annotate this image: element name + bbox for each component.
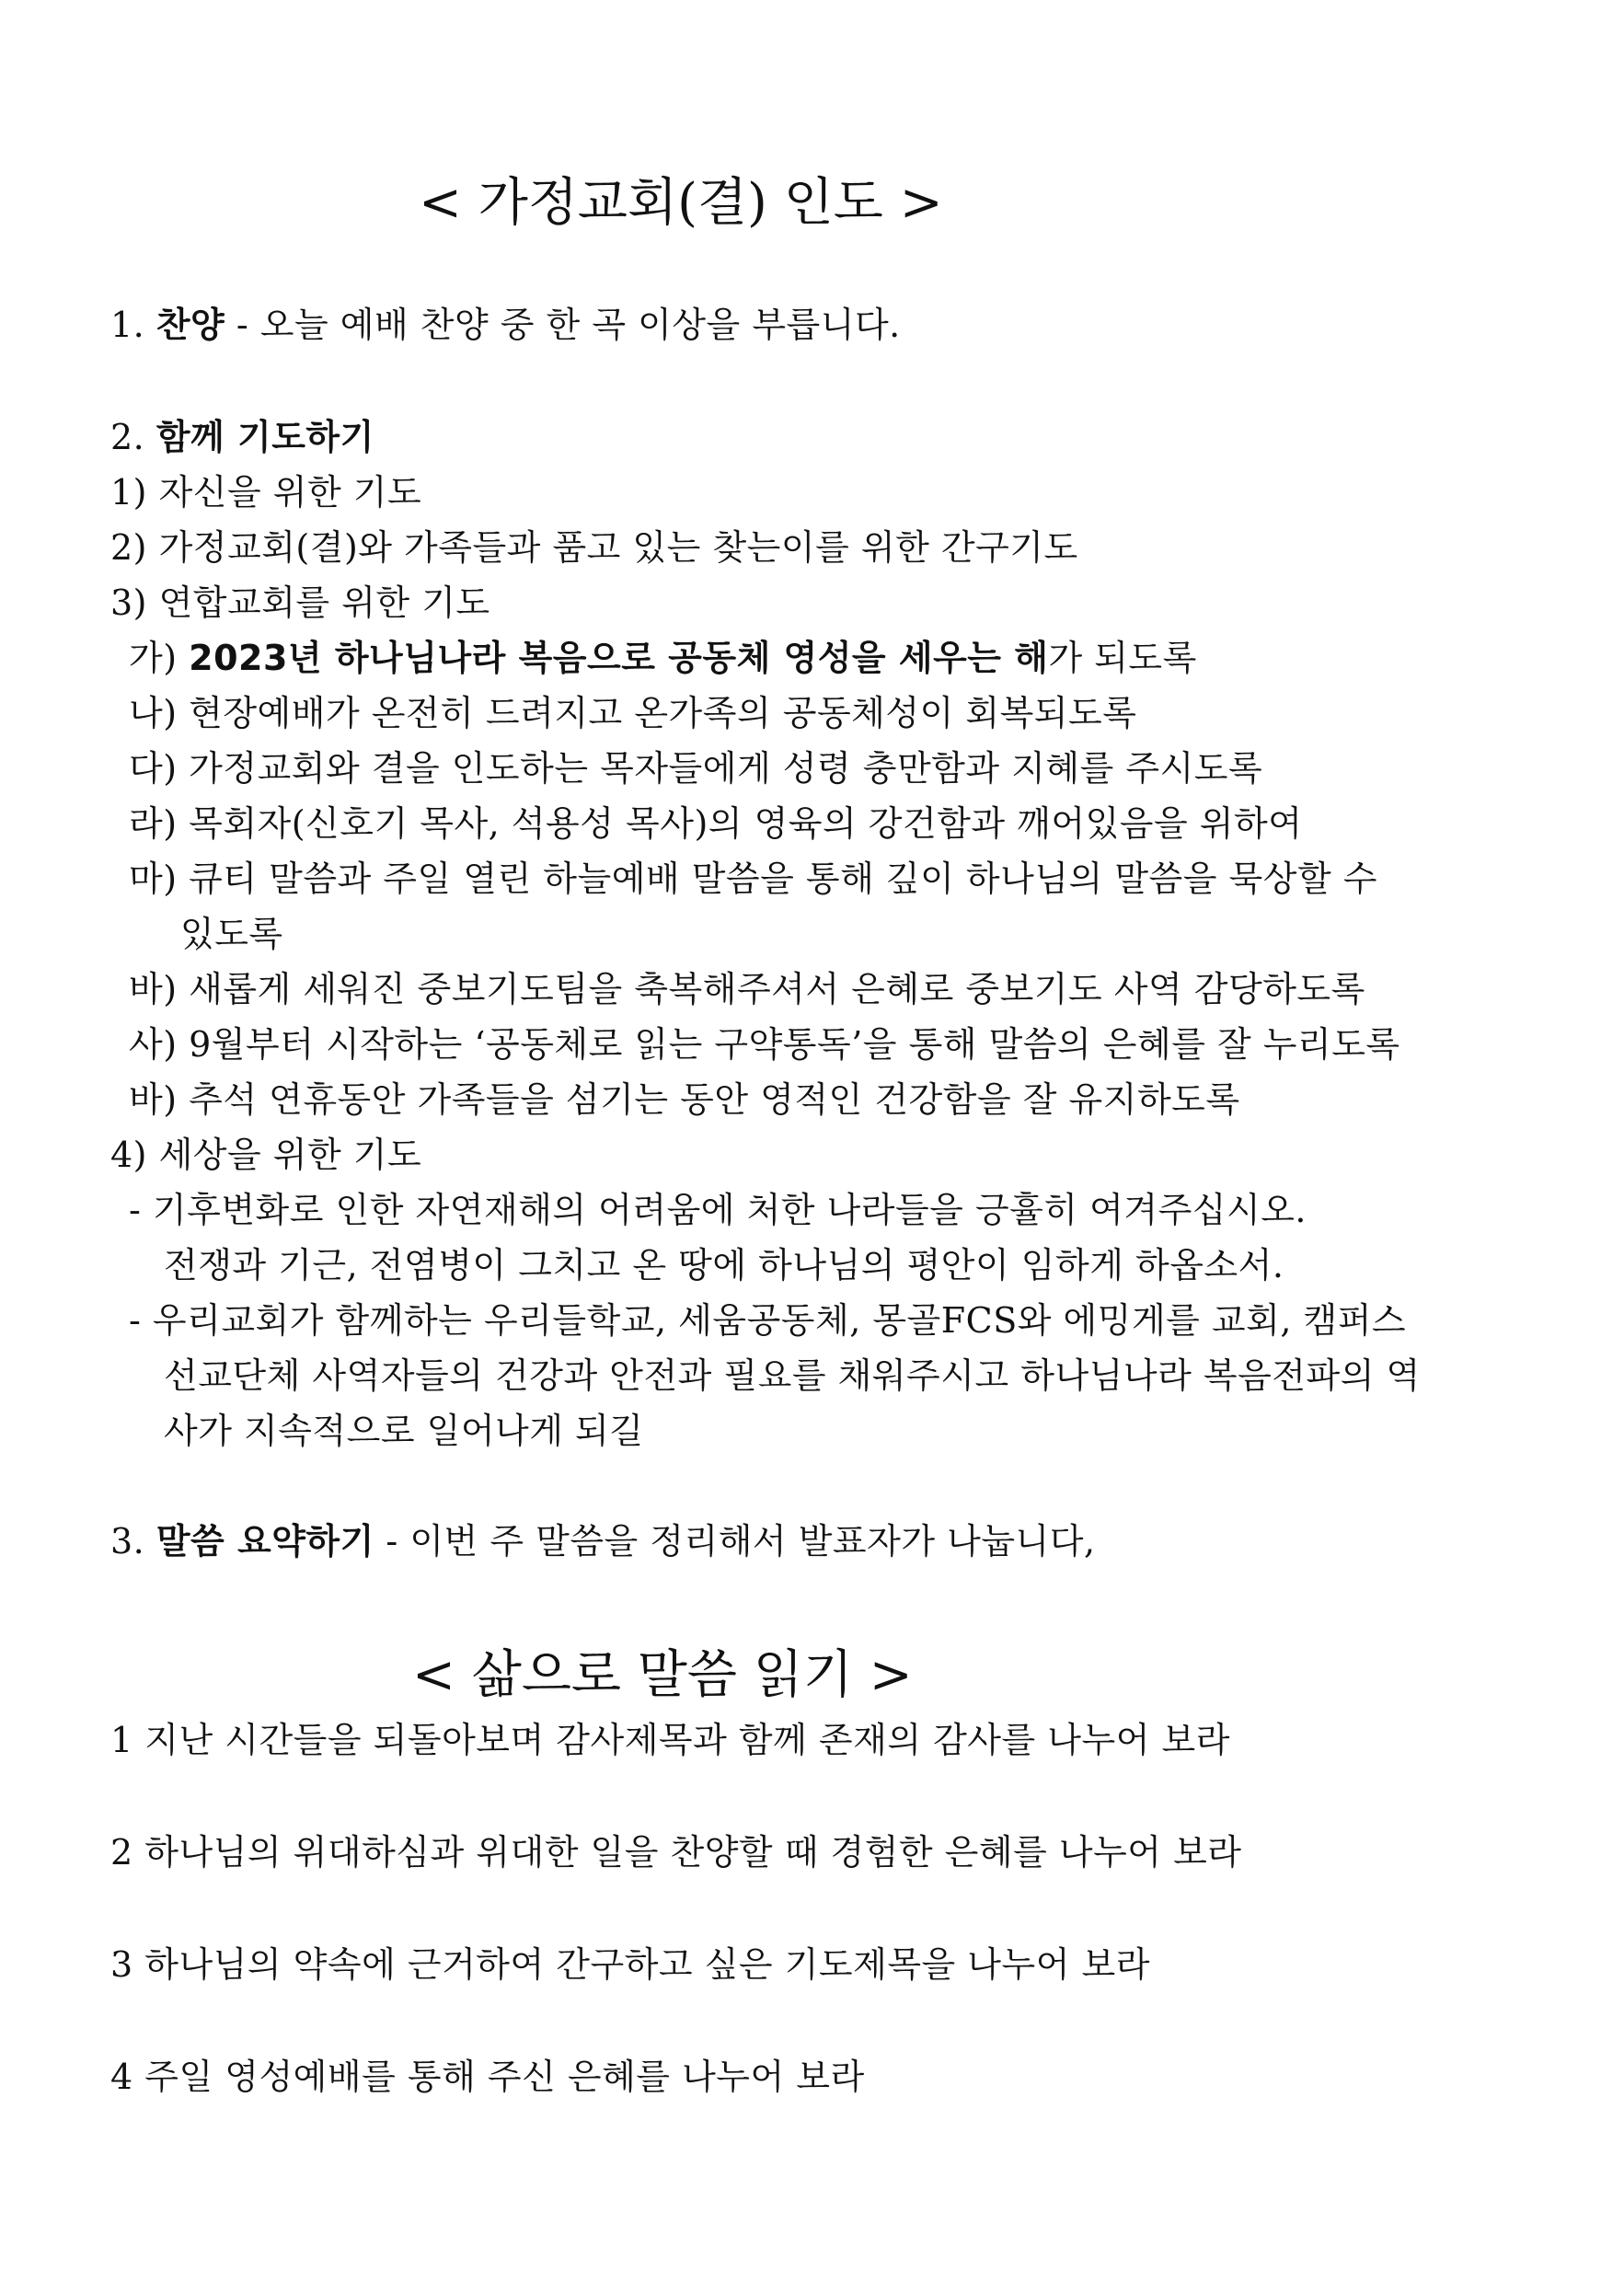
prayer-item-ma: 마) 큐티 말씀과 주일 열린 하늘예배 말씀을 통해 깊이 하나님의 말씀을 묵상할 수	[129, 859, 1377, 899]
world-prayer-1: - 기후변화로 인한 자연재해의 어려움에 처한 나라들을 긍휼히 여겨주십시오.	[129, 1190, 1307, 1230]
question-2: 2 하나님의 위대하심과 위대한 일을 찬양할 때 경험한 은혜를 나누어 보라	[110, 1832, 1242, 1873]
item-prayer-heading: 2. 함께 기도하기	[110, 417, 374, 457]
item-praise-label: 찬양	[155, 305, 225, 345]
question-4: 4 주일 영성예배를 통해 주신 은혜를 나누어 보라	[110, 2057, 865, 2097]
world-prayer-2-cont: 선교단체 사역자들의 건강과 안전과 필요를 채워주시고 하나님나라 복음전파의 역	[164, 1355, 1421, 1396]
prayer-world: 4) 세상을 위한 기도	[110, 1135, 422, 1175]
prayer-item-ba-2: 바) 추석 연휴동안 가족들을 섬기는 동안 영적인 건강함을 잘 유지하도록	[129, 1079, 1240, 1120]
prayer-item-da: 다) 가정교회와 결을 인도하는 목자들에게 성령 충만함과 지혜를 주시도록	[129, 748, 1263, 789]
prayer-united-church: 3) 연합교회를 위한 기도	[110, 582, 490, 623]
prayer-self: 1) 자신을 위한 기도	[110, 472, 422, 513]
prayer-item-ma-cont: 있도록	[180, 914, 283, 954]
prayer-house-church: 2) 가정교회(결)와 가족들과 품고 있는 찾는이를 위한 간구기도	[110, 527, 1078, 568]
world-prayer-1-cont: 전쟁과 기근, 전염병이 그치고 온 땅에 하나님의 평안이 임하게 하옵소서.	[164, 1245, 1284, 1285]
section-title-life-reading: < 삶으로 말씀 읽기 >	[412, 1645, 913, 1705]
prayer-item-ra: 라) 목회자(신호기 목사, 석용성 목사)의 영육의 강건함과 깨어있음을 위하여	[129, 803, 1303, 844]
question-3: 3 하나님의 약속에 근거하여 간구하고 싶은 기도제목을 나누어 보라	[110, 1944, 1150, 1985]
prayer-item-na: 나) 현장예배가 온전히 드려지고 온가족의 공동체성이 회복되도록	[129, 693, 1137, 733]
section-title-house-church: < 가정교회(결) 인도 >	[419, 173, 943, 233]
prayer-item-ga: 가) 2023년 하나님나라 복음으로 공동체 영성을 세우는 해가 되도록	[129, 638, 1197, 678]
prayer-item-sa: 사) 9월부터 시작하는 ‘공동체로 읽는 구약통독’을 통해 말씀의 은혜를 잘 누리도록	[129, 1024, 1400, 1065]
world-prayer-2-cont-2: 사가 지속적으로 일어나게 되길	[164, 1411, 644, 1451]
question-1: 1 지난 시간들을 되돌아보며 감사제목과 함께 존재의 감사를 나누어 보라	[110, 1720, 1230, 1760]
item-praise: 1. 찬양 - 오늘 예배 찬양 중 한 곡 이상을 부릅니다.	[110, 305, 901, 345]
prayer-item-ba: 바) 새롭게 세워진 중보기도팀을 축복해주셔서 은혜로 중보기도 사역 감당하도록	[129, 969, 1365, 1009]
world-prayer-2: - 우리교회가 함께하는 우리들학교, 세움공동체, 몽골FCS와 에밍게를 교회, 캠퍼스	[129, 1300, 1407, 1341]
item-sermon-summary: 3. 말씀 요약하기 - 이번 주 말씀을 정리해서 발표자가 나눕니다,	[110, 1521, 1096, 1562]
